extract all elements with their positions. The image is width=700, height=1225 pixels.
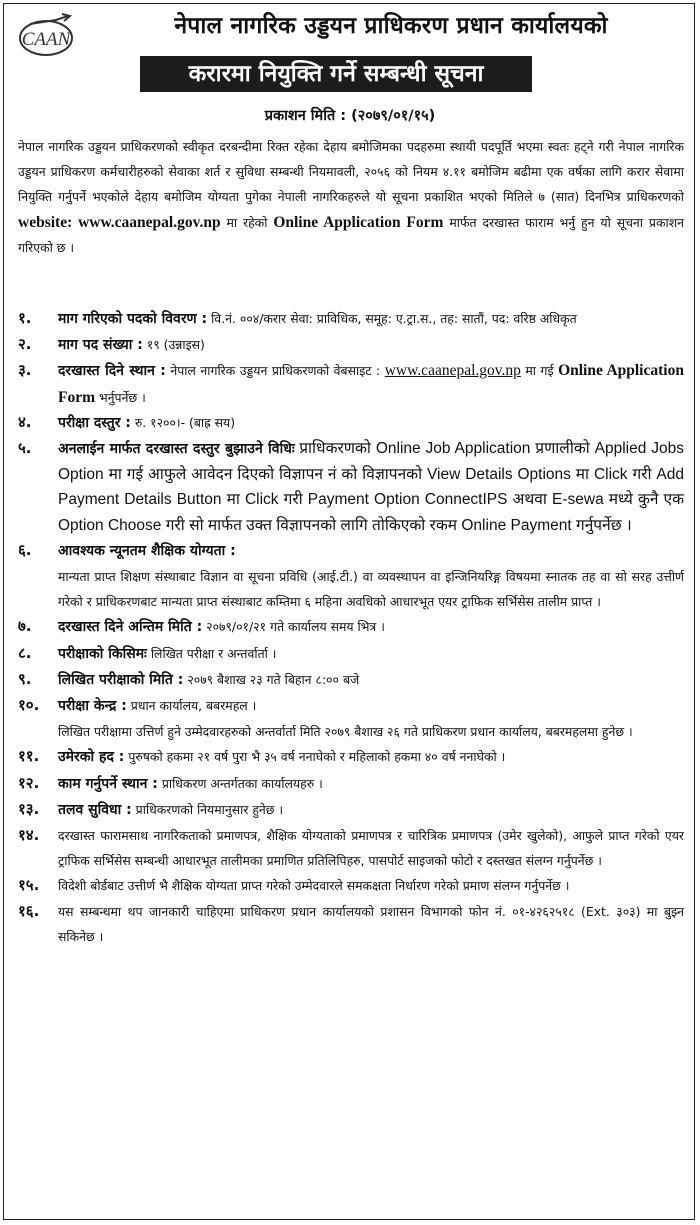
list-item <box>18 797 684 823</box>
list-item <box>18 744 684 770</box>
item-label: माग गरिएको पदको विवरण : <box>58 311 208 327</box>
item-number: २. <box>18 335 32 354</box>
list-item <box>18 873 684 898</box>
intro-online-form: Online Application Form <box>273 213 444 231</box>
item-label: दरखास्त दिने अन्तिम मिति : <box>58 619 203 636</box>
item-text: वि.नं. ००४/करार सेवा: प्राविधिक, समूह: ए.ट्रा.स., तह: सातौं, पद: वरिष्ठ अधिकृत <box>211 311 577 326</box>
item-label: लिखित परीक्षाको मिति : <box>58 671 184 688</box>
item-number: ६. <box>18 540 32 559</box>
item-text: दरखास्त फारामसाथ नागरिकताको प्रमाणपत्र, शैक्षिक योग्यताको प्रमाणपत्र र चारित्रिक प्रमाणपत्र (उमेर खुलेको), आफुले प्राप्त गरेको एयर ट्राफिक सर्भिसेस सम्बन्धी आधारभूत तालीमका प्रमाणित प्रतिलिपिहरु, पासपोर्ट साइजको फोटो र दस्तखत संलग्न गर्नुपर्नेछ । <box>58 828 684 869</box>
list-item <box>18 332 684 358</box>
intro-text-1: नेपाल नागरिक उड्डयन प्राधिकरणको स्वीकृत दरबन्दीमा रिक्त रहेका देहाय बमोजिमका पदहरुमा स्थायी पदपूर्ति भएमा स्वतः हट्ने गरी नेपाल नागरिक उड्डयन प्राधिकरण कर्मचारीहरुको सेवाका शर्त र सुविधा सम्बन्धी नियमावली, २०५६ को नियम ४.११ बमोजिम बढीमा एक वर्षका लागि करार सेवामा नियुक्ति गर्नुपर्ने भएकोले देहाय बमोजिम योग्यता पुगेका नेपाली नागरिकहरुले यो सूचना प्रकाशित भएको मितिले ७ (सात) दिनभित्र प्राधिकरणको <box>18 139 684 205</box>
item-text: प्राधिकरणको Online Job Application प्रणालीको Applied Jobs Option मा गई आफुले आवेदन दिएको विज्ञापन नं को विज्ञापनको View Details Options मा Click गरी Add Payment Details Button मा Click गरी Payment Option ConnectIPS अथवा E-sewa मध्ये कुनै एक Option Choose गरी सो मार्फत उक्त विज्ञापनको लागि तोकिएको रकम Online Payment गर्नुपर्नेछ । <box>58 440 684 534</box>
list-item <box>18 693 684 744</box>
item-text: विदेशी बोर्डबाट उत्तीर्ण भै शैक्षिक योग्यता प्राप्त गरेको उम्मेदवारले समकक्षता निर्धारण गरेको प्रमाण संलग्न गर्नुपर्नेछ । <box>58 878 570 894</box>
item-text-2: लिखित परीक्षामा उत्तिर्ण हुने उम्मेदवारहरुको अन्तर्वार्ता मिति २०७९ बैशाख २६ गते प्राधिकरण प्रधान कार्यालय, बबरमहलमा हुनेछ । <box>58 724 633 740</box>
list-item <box>18 771 684 797</box>
item-number: ४. <box>18 412 32 431</box>
item-number: ८. <box>18 643 32 662</box>
item-label: तलव सुविधा : <box>58 801 132 818</box>
item-text: लिखित परीक्षा र अन्तर्वार्ता । <box>150 645 277 661</box>
list-item <box>18 641 684 667</box>
item-text: रु. १२००।- (बाह्र सय) <box>134 414 236 430</box>
notice-header <box>0 0 700 132</box>
online-form-text: Online Application Form <box>58 362 684 406</box>
item-text: प्राधिकरणको नियमानुसार हुनेछ । <box>135 801 284 817</box>
item-number: १०. <box>18 696 40 715</box>
item-number: ११. <box>18 747 40 766</box>
list-item <box>18 667 684 693</box>
item-label: उमेरको हद : <box>58 749 125 766</box>
item-text: मान्यता प्राप्त शिक्षण संस्थाबाट विज्ञान वा सूचना प्रविधि (आई.टी.) वा व्यवस्थापन वा इन्जिनियरिङ्ग विषयमा स्नातक तह वा सो सरह उत्तीर्ण गरेको र प्राधिकरणबाट मान्यता प्राप्त संस्थाबाट कम्तिमा ६ महिना अवधिको आधारभूत एयर ट्राफिक सर्भिसेस तालीम प्राप्त । <box>58 569 684 610</box>
list-item <box>18 410 684 436</box>
org-title: नेपाल नागरिक उड्डयन प्राधिकरण प्रधान कार्यालयको <box>174 13 608 39</box>
item-label: परीक्षाको किसिमः <box>58 645 147 662</box>
item-text-2: मा गई <box>525 363 554 379</box>
item-number: १३. <box>18 799 40 818</box>
item-number: ९. <box>18 669 32 688</box>
list-item <box>18 306 684 332</box>
list-item <box>18 538 684 615</box>
list-item <box>18 436 684 538</box>
item-number: ७. <box>18 617 32 636</box>
list-item <box>18 899 684 949</box>
item-label: दरखास्त दिने स्थान : <box>58 363 166 380</box>
item-label: अनलाईन मार्फत दरखास्त दस्तुर बुझाउने विधिः <box>58 441 295 458</box>
website-link[interactable]: www.caanepal.gov.np <box>384 362 521 380</box>
list-item <box>18 358 684 409</box>
item-label: परीक्षा केन्द्र : <box>58 698 127 715</box>
item-text: प्रधान कार्यालय, बबरमहल । <box>130 698 257 714</box>
item-text: प्राधिकरण अन्तर्गतका कार्यालयहरु । <box>161 775 323 791</box>
list-item <box>18 823 684 873</box>
item-number: १६. <box>18 901 40 920</box>
intro-website[interactable]: website: www.caanepal.gov.np <box>18 213 221 231</box>
notice-title: करारमा नियुक्ति गर्ने सम्बन्धी सूचना <box>140 56 532 92</box>
intro-text-3: मार्फत दरखास्त फाराम भर्नु हुन यो सूचना प्रकाशन गरिएको छ । <box>18 214 684 255</box>
item-text: पुरुषको हकमा २१ वर्ष पुरा भै ३५ वर्ष ननाघेको र महिलाको हकमा ४० वर्ष ननाघेको । <box>128 749 506 765</box>
item-text: २०७९/०१/२१ गते कार्यालय समय भित्र । <box>206 619 385 635</box>
item-text: २०७९ बैशाख २३ गते बिहान ८:०० बजे <box>187 671 360 687</box>
item-label: माग पद संख्या : <box>58 337 143 354</box>
item-text: यस सम्बन्धमा थप जानकारी चाहिएमा प्राधिकरण प्रधान कार्यालयको प्रशासन विभागको फोन नं. ०१-४२६२५१८ (Ext. ३०३) मा बुझ्न सकिनेछ । <box>58 903 684 944</box>
item-number: १४. <box>18 826 40 845</box>
publish-date: प्रकाशन मिति : (२०७९/०१/१५) <box>264 108 436 124</box>
item-number: १५. <box>18 876 40 895</box>
caan-logo-icon <box>16 12 76 62</box>
logo-text: CAAN <box>21 29 71 50</box>
item-label: आवश्यक न्यूनतम शैक्षिक योग्यता : <box>58 542 236 559</box>
item-number: ३. <box>18 361 32 380</box>
intro-text-2: मा रहेको <box>226 214 268 230</box>
item-text-3: भर्नुपर्नेछ । <box>98 389 146 405</box>
item-label: काम गर्नुपर्ने स्थान : <box>58 775 158 792</box>
notice-items <box>18 306 684 949</box>
intro-paragraph <box>18 134 684 260</box>
item-number: १२. <box>18 773 40 792</box>
item-number: ५. <box>18 439 32 458</box>
item-text: १९ (उन्नाइस) <box>146 337 205 353</box>
list-item <box>18 614 684 640</box>
item-text: नेपाल नागरिक उड्डयन प्राधिकरणको वेबसाइट : <box>170 363 381 379</box>
item-number: १. <box>18 309 32 327</box>
item-label: परीक्षा दस्तुर : <box>58 414 131 431</box>
